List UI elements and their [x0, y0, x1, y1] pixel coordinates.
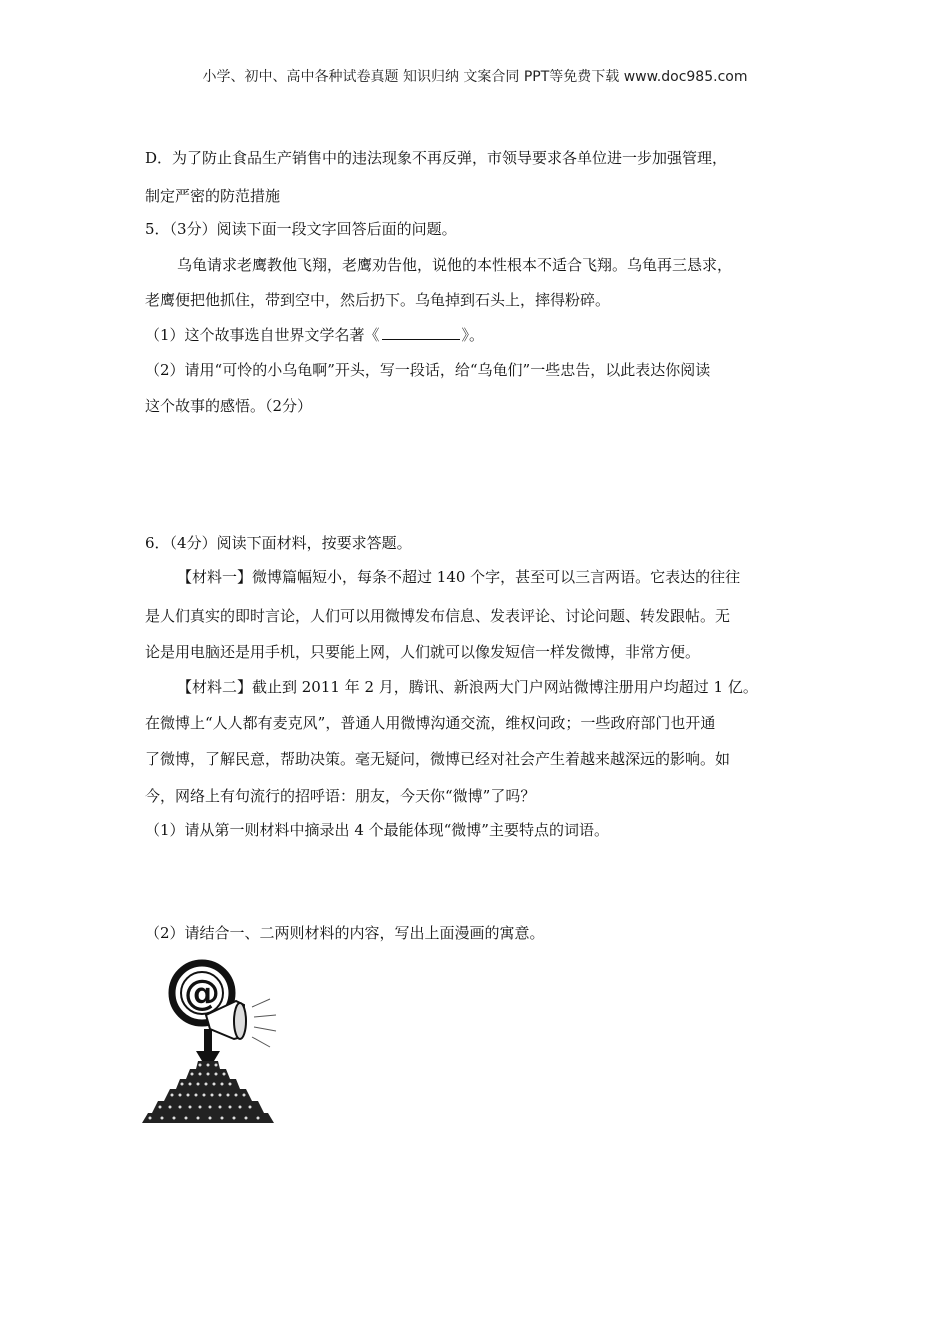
q6-material2-line2: 在微博上“人人都有麦克风”，普通人用微博沟通交流，维权问政；一些政府部门也开通	[145, 714, 716, 732]
q6-material2-line4: 今，网络上有句流行的招呼语：朋友，今天你“微博”了吗？	[145, 787, 536, 805]
option-d-line2: 制定严密的防范措施	[145, 187, 281, 205]
option-d-line1: D．为了防止食品生产销售中的违法现象不再反弹，市领导要求各单位进一步加强管理，	[145, 149, 728, 167]
q6-material2-line1: 【材料二】截止到 2011 年 2 月，腾讯、新浪两大门户网站微博注册用户均超过 1 亿。	[177, 678, 758, 696]
q5-sub2-line1: （2）请用“可怜的小乌龟啊”开头，写一段话，给“乌龟们”一些忠告，以此表达你阅读	[145, 361, 711, 379]
q5-sub2-line2: 这个故事的感悟。（2分）	[145, 397, 313, 415]
q6-material1-line1: 【材料一】微博篇幅短小，每条不超过 140 个字，甚至可以三言两语。它表达的往往	[177, 568, 741, 586]
at-symbol: @	[184, 973, 220, 1014]
page-header: 小学、初中、高中各种试卷真题 知识归纳 文案合同 PPT等免费下载 www.doc985.com	[202, 69, 748, 85]
q5-sub1	[145, 325, 815, 345]
q6-sub1: （1）请从第一则材料中摘录出 4 个最能体现“微博”主要特点的词语。	[145, 821, 609, 839]
q6-material2-line3: 了微博，了解民意，帮助决策。毫无疑问，微博已经对社会产生着越来越深远的影响。如	[145, 750, 731, 768]
q6-title: 6．（4分）阅读下面材料，按要求答题。	[145, 534, 412, 552]
q6-sub2: （2）请结合一、二两则材料的内容，写出上面漫画的寓意。	[145, 924, 545, 942]
q5-passage-line2: 老鹰便把他抓住，带到空中，然后扔下。乌龟掉到石头上，摔得粉碎。	[145, 291, 611, 309]
q6-material1-line3: 论是用电脑还是用手机，只要能上网，人们就可以像发短信一样发微博，非常方便。	[145, 643, 701, 661]
q6-material1-line2: 是人们真实的即时言论，人们可以用微博发布信息、发表评论、讨论问题、转发跟帖。无	[145, 607, 731, 625]
q5-sub1-prefix: （1）这个故事选自世界文学名著《	[145, 326, 380, 344]
megaphone-crowd-cartoon-icon	[140, 955, 300, 1125]
answer-blank[interactable]	[382, 325, 460, 340]
q5-sub1-suffix: 》。	[461, 326, 485, 344]
q5-title: 5．（3分）阅读下面一段文字回答后面的问题。	[145, 220, 457, 238]
q5-passage-line1: 乌龟请求老鹰教他飞翔，老鹰劝告他，说他的本性根本不适合飞翔。乌龟再三恳求，	[177, 256, 733, 274]
